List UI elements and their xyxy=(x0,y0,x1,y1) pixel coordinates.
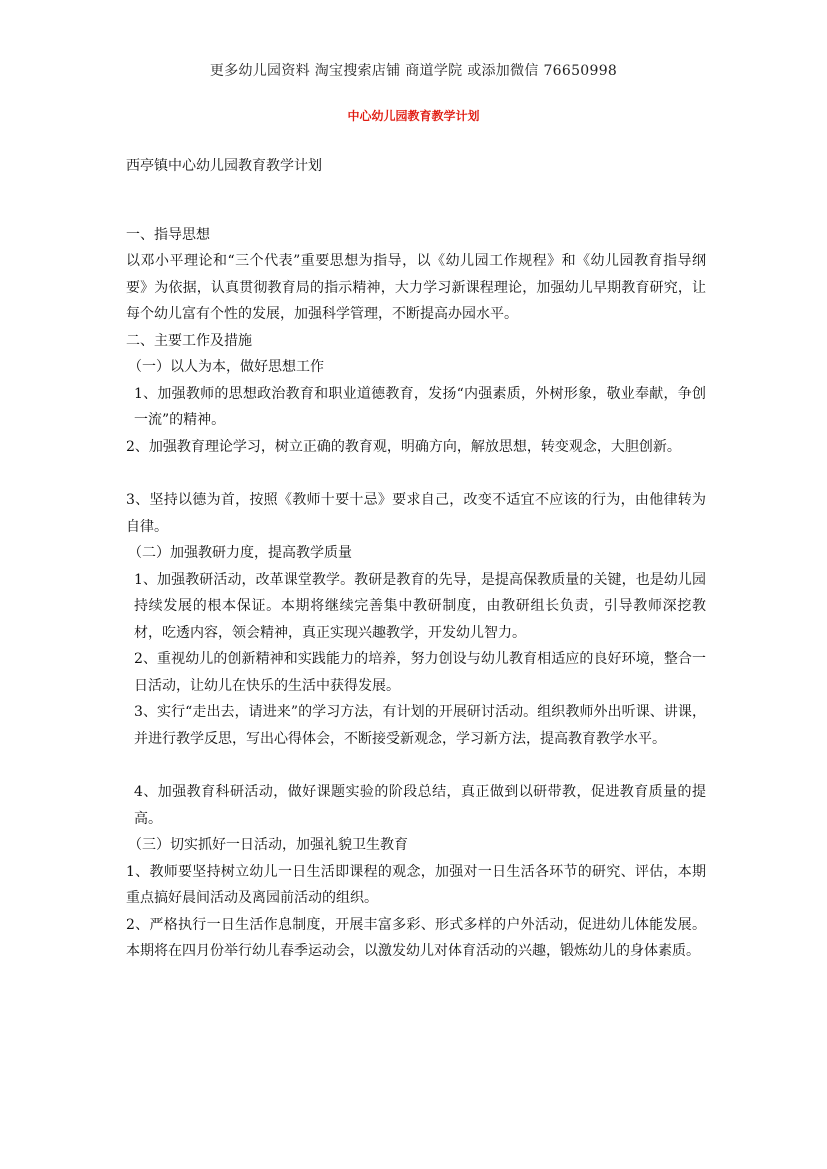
subsection-heading-teaching-research: （二）加强教研力度，提高教学质量 xyxy=(128,545,352,561)
list-item: 1、加强教师的思想政治教育和职业道德教育，发扬“内强素质，外树形象，敬业奉献，争创一流”的精神。 xyxy=(134,385,706,428)
section-heading-guiding-thought: 一、指导思想 xyxy=(126,226,210,243)
promo-header: 更多幼儿园资料 淘宝搜索店铺 商道学院 或添加微信 76650998 xyxy=(209,63,618,79)
list-item: 2、加强教育理论学习，树立正确的教育观，明确方向，解放思想，转变观念，大胆创新。 xyxy=(126,438,681,455)
list-item: 3、坚持以德为首，按照《教师十要十忌》要求自己，改变不适宜不应该的行为，由他律转为自律。 xyxy=(126,492,706,535)
paragraph-guiding-thought: 以邓小平理论和“三个代表”重要思想为指导，以《幼儿园工作规程》和《幼儿园教育指导纲要》为依据，认真贯彻教育局的指示精神，大力学习新课程理论，加强幼儿早期教育研究，让每个幼儿富有个性的发展，加强科学管理，不断提高办园水平。 xyxy=(126,253,706,322)
subsection-heading-people-oriented: （一）以人为本，做好思想工作 xyxy=(128,359,324,375)
spacer xyxy=(126,180,706,222)
list-item: 3、实行“走出去，请进来”的学习方法，有计划的开展研讨活动。组织教师外出听课、讲课，并进行教学反思，写出心得体会，不断接受新观念，学习新方法，提高教育教学水平。 xyxy=(134,704,706,747)
document-subtitle: 西亭镇中心幼儿园教育教学计划 xyxy=(126,158,322,174)
list-item: 2、重视幼儿的创新精神和实践能力的培养，努力创设与幼儿教育相适应的良好环境，整合一日活动，让幼儿在快乐的生活中获得发展。 xyxy=(134,651,706,694)
document-title: 中心幼儿园教育教学计划 xyxy=(347,109,480,123)
list-item: 1、教师要坚持树立幼儿一日生活即课程的观念，加强对一日生活各环节的研究、评估，本期重点搞好晨间活动及离园前活动的组织。 xyxy=(126,863,706,906)
list-item: 2、严格执行一日生活作息制度，开展丰富多彩、形式多样的户外活动，促进幼儿体能发展。本期将在四月份举行幼儿春季运动会，以激发幼儿对体育活动的兴趣，锻炼幼儿的身体素质。 xyxy=(126,916,706,959)
document-body xyxy=(126,153,706,965)
list-item: 4、加强教育科研活动，做好课题实验的阶段总结，真正做到以研带教，促进教育质量的提高。 xyxy=(134,784,706,827)
list-item: 1、加强教研活动，改革课堂教学。教研是教育的先导，是提高保教质量的关键，也是幼儿园持续发展的根本保证。本期将继续完善集中教研制度，由教研组长负责，引导教师深挖教材，吃透内容，领会精神，真正实现兴趣教学，开发幼儿智力。 xyxy=(134,571,706,641)
spacer xyxy=(126,460,706,487)
spacer xyxy=(126,752,706,779)
subsection-heading-daily-activities: （三）切实抓好一日活动，加强礼貌卫生教育 xyxy=(128,837,408,853)
section-heading-main-work: 二、主要工作及措施 xyxy=(126,332,252,349)
